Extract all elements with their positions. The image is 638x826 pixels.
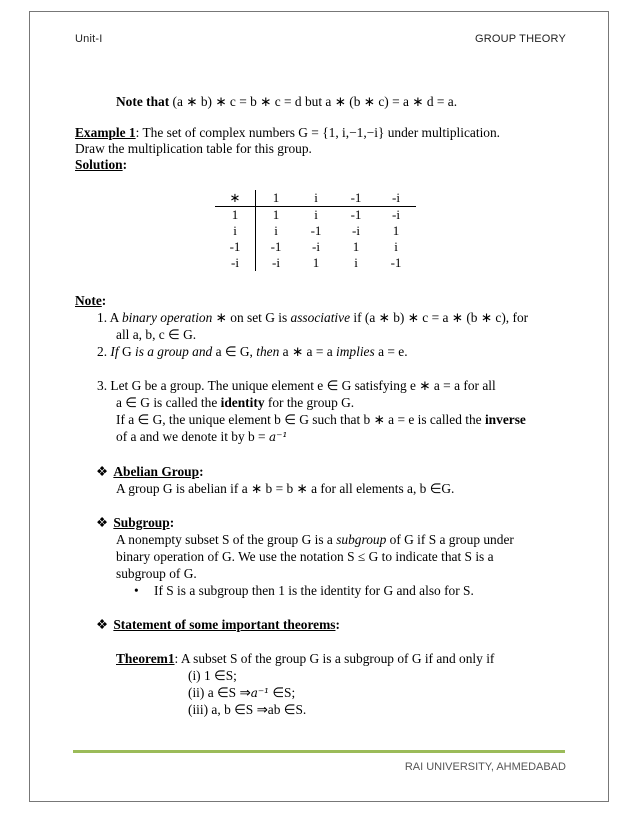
table-row [215,223,416,239]
inverse-term: inverse [484,412,526,427]
note-item1-associative: associative [290,310,351,325]
note-item-number: 2. [97,344,108,359]
table-row [215,190,416,207]
table-cell: -1 [215,239,256,255]
table-cell: -i [312,239,320,254]
table-cell: 1 [256,190,297,207]
footer-rule [73,750,565,753]
note-item-1-line2: all a, b, c ∈ G. [116,327,197,342]
example1-label: Example 1 [75,125,136,140]
subgroup-term: subgroup [336,532,387,547]
table-row [215,239,416,255]
note-item1-binary-operation: binary operation [121,310,213,325]
note-item1-text-c: ∗ on set G is [212,310,291,325]
table-cell: -i [392,207,400,222]
table-cell: 1 [215,207,256,224]
multiplication-table [215,190,416,271]
theorem1-condition-2a: (ii) a ∈S ⇒ [188,685,251,700]
table-cell: i [314,207,318,222]
note-item-3-line3 [116,412,526,427]
diamond-bullet-icon: ❖ [96,515,109,530]
note-item1-text-a: A [109,310,122,325]
theorem1-statement [116,651,494,666]
theorem1-label: Theorem1 [116,651,175,666]
solution-label: Solution [75,157,123,172]
note-item2-a-eq-e: a = e. [374,344,408,359]
table-cell: 1 [392,223,400,238]
footer-university: RAI UNIVERSITY, AHMEDABAD [404,761,566,773]
inverse-notation: a⁻¹ [250,686,269,700]
note-item2-g: G [118,344,135,359]
table-cell: -1 [350,207,362,222]
subgroup-title: Subgroup [113,515,170,530]
theorem1-condition-2 [188,685,295,701]
abelian-definition: A group G is abelian if a ∗ b = b ∗ a for all elements a, b ∈G. [116,481,455,496]
note-item3-line1: Let G be a group. The unique element e ∈ G satisfying e ∗ a = a for all [110,378,496,393]
note-item-number: 1. [97,310,108,325]
note-item2-if: If [110,344,119,359]
example1-text: : The set of complex numbers G = {1, i,−1,−i} under multiplication. [135,125,501,140]
table-cell: -1 [336,190,376,207]
table-cell: -1 [310,223,322,238]
table-cell: -i [376,190,416,207]
theorems-colon: : [335,617,340,632]
table-row [215,207,416,224]
header-title: GROUP THEORY [474,33,566,45]
example1-line2: Draw the multiplication table for this group. [75,141,312,156]
example1-line1 [75,125,500,140]
note-heading [75,293,106,308]
abelian-heading [96,464,204,479]
subgroup-line1 [116,532,514,547]
table-cell: 1 [272,207,280,222]
note-label: Note [75,293,102,308]
subgroup-point [134,583,474,598]
note-item-3 [97,378,496,393]
theorem1-condition-2c: ∈S; [269,685,296,700]
table-cell: i [215,223,256,239]
note-colon: : [101,293,107,308]
abelian-colon: : [199,464,204,479]
diamond-bullet-icon: ❖ [96,464,109,479]
table-cell: 1 [352,239,360,254]
table-cell: -i [352,223,360,238]
header-unit: Unit-I [75,33,103,45]
theorem1-text: : A subset S of the group G is a subgroup of G if and only if [174,651,495,666]
subgroup-line1c: of G if S a group under [386,532,514,547]
note-item3-line2a: a ∈ G is called the [116,395,221,410]
inverse-notation: a⁻¹ [268,430,288,444]
note-that-line [116,94,457,109]
subgroup-line1a: A nonempty subset S of the group G is a [116,532,337,547]
note-item3-line2c: for the group G. [264,395,355,410]
table-cell: 1 [312,255,320,270]
identity-term: identity [220,395,265,410]
subgroup-colon: : [169,515,175,530]
note-item-number: 3. [97,378,108,393]
table-cell: i [394,239,398,254]
note-item2-is-group: is a group and [134,344,213,359]
table-cell: -i [215,255,256,271]
note-item3-line4a: of a and we denote it by b = [116,429,269,444]
subgroup-point-text: If S is a subgroup then 1 is the identity for G and also for S. [154,583,474,598]
table-cell: i [296,190,336,207]
note-item-3-line2 [116,395,354,410]
note-that-label: Note that [116,94,170,109]
abelian-title: Abelian Group [113,464,200,479]
theorems-heading [96,617,340,632]
note-item1-text-e: if (a ∗ b) ∗ c = a ∗ (b ∗ c), for [350,310,529,325]
table-cell: i [274,223,278,238]
solution-colon: : [122,157,128,172]
note-item2-implies: implies [336,344,375,359]
theorem1-condition-3: (iii) a, b ∈S ⇒ab ∈S. [188,702,307,717]
table-row [215,255,416,271]
table-cell: -1 [390,255,402,270]
table-cell: ∗ [215,190,256,207]
note-item-2 [97,344,408,359]
note-item-3-line4 [116,429,287,445]
diamond-bullet-icon: ❖ [96,617,109,632]
subgroup-heading [96,515,174,530]
note-item3-line3a: If a ∈ G, the unique element b ∈ G such that b ∗ a = e is called the [116,412,485,427]
subgroup-line2: binary operation of G. We use the notation S ≤ G to indicate that S is a [116,549,494,564]
note-item2-aa: a ∗ a = a [279,344,337,359]
solution-heading [75,157,127,172]
table-cell: -i [272,255,280,270]
note-item2-then: then [256,344,280,359]
table-cell: -1 [270,239,282,254]
theorem1-condition-1: (i) 1 ∈S; [188,668,237,683]
note-item2-a-in-g: a ∈ G, [212,344,257,359]
dot-bullet-icon: • [134,583,139,598]
note-that-text: (a ∗ b) ∗ c = b ∗ c = d but a ∗ (b ∗ c) = a ∗ d = a. [169,94,458,109]
table-cell: i [354,255,358,270]
note-item-1 [97,310,528,325]
subgroup-line3: subgroup of G. [116,566,197,581]
theorems-title: Statement of some important theorems [113,617,336,632]
